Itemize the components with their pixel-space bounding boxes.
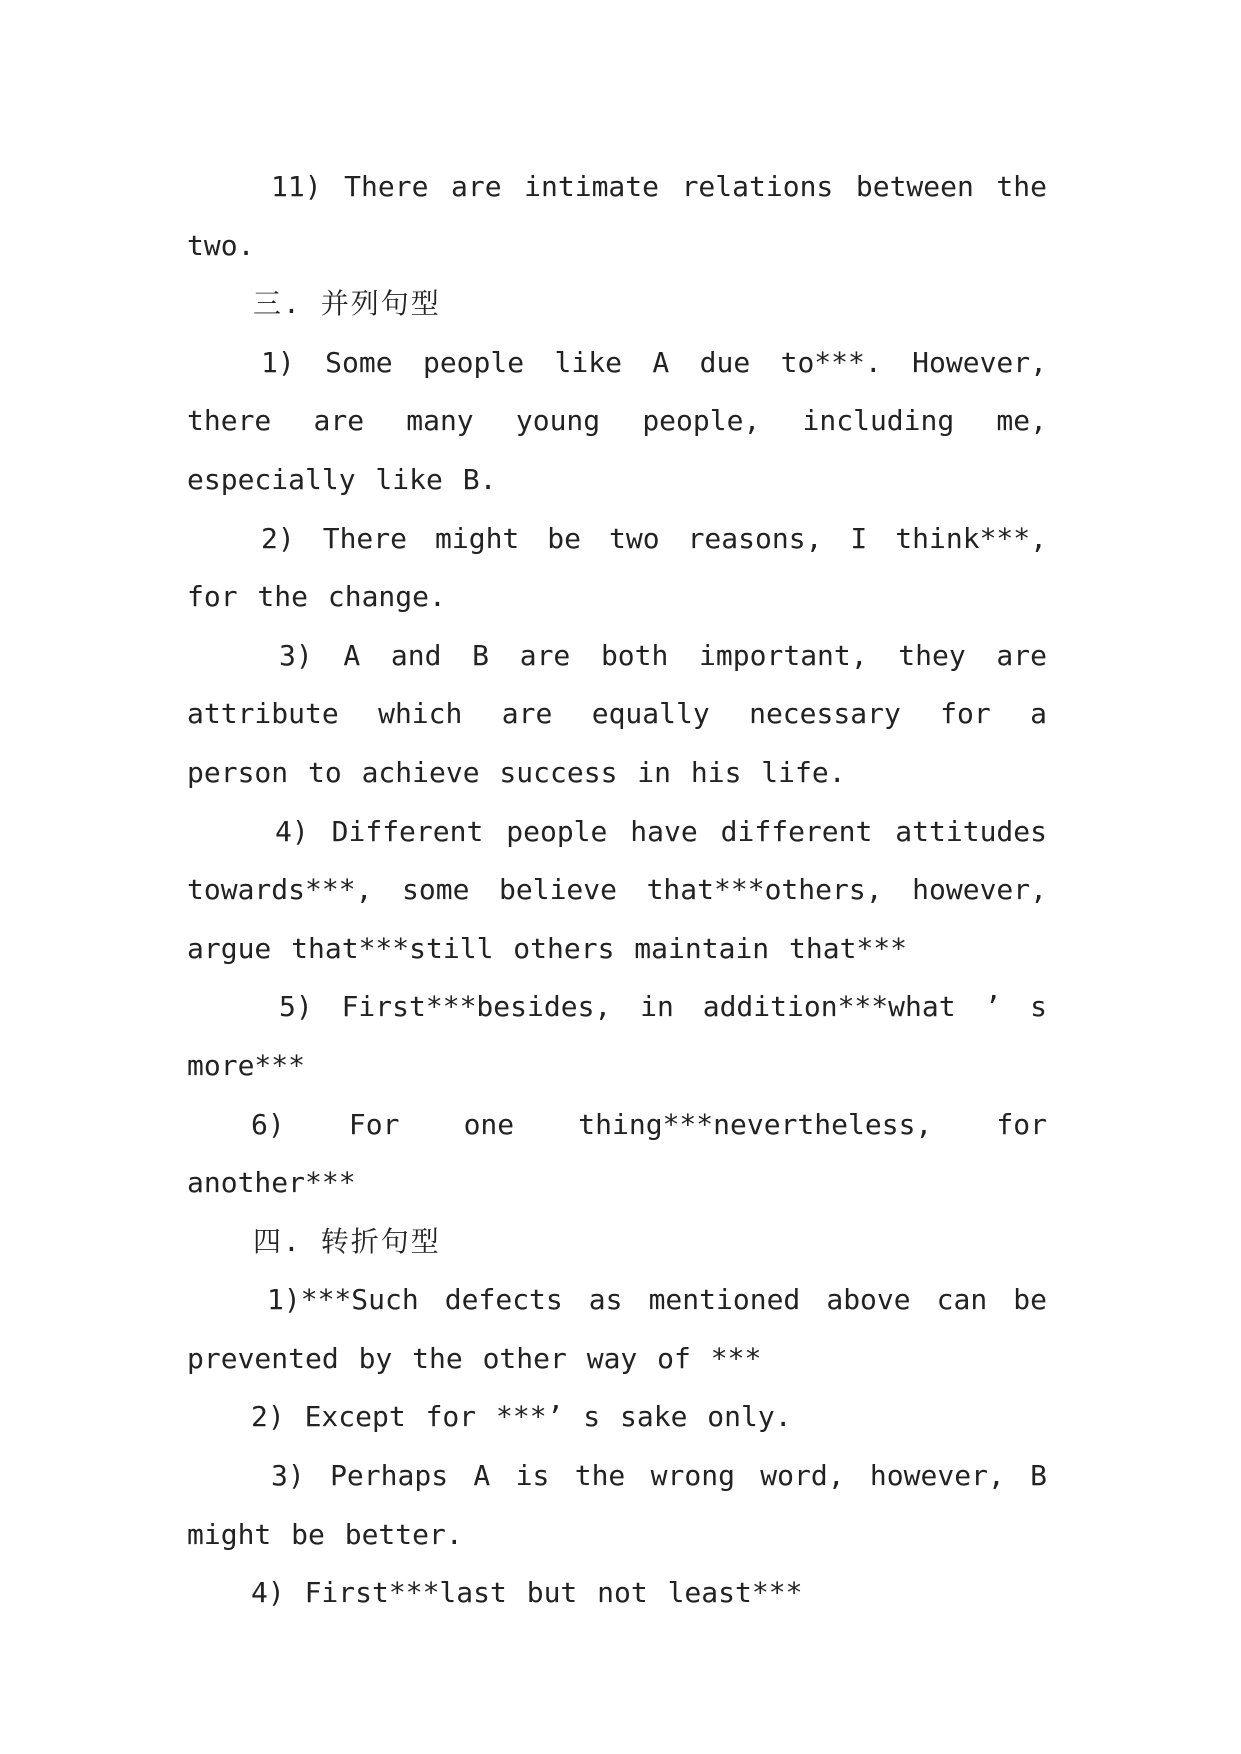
- paragraph-item-4: 4) Different people have different attitudes towards***, some believe that***others, however, argue that***still others maintain that***: [187, 814, 1047, 965]
- paragraph-item-5: 5) First***besides, in addition***what ’ s more***: [187, 990, 1047, 1082]
- section-heading-parallel-sentences: 三. 并列句型: [253, 287, 441, 321]
- paragraph-item-2: 2) There might be two reasons, I think***, for the change.: [187, 521, 1047, 614]
- document-body: [187, 158, 1047, 1623]
- section-heading-contrast-sentences: 四. 转折句型: [253, 1224, 441, 1258]
- paragraph-item-contrast-1: 1)***Such defects as mentioned above can be prevented by the other way of ***: [187, 1283, 1047, 1375]
- paragraph-item-6: 6) For one thing***nevertheless, for another***: [187, 1107, 1047, 1200]
- paragraph-item-contrast-2: 2) Except for ***’ s sake only.: [251, 1400, 792, 1434]
- paragraph-item-contrast-4: 4) First***last but not least***: [251, 1576, 803, 1610]
- paragraph-item-11: 11) There are intimate relations between the two.: [187, 170, 1047, 262]
- paragraph-item-3: 3) A and B are both important, they are attribute which are equally necessary for a person to achieve success in his life.: [187, 638, 1047, 789]
- paragraph-item-1: 1) Some people like A due to***. However, there are many young people, including me, especially like B.: [187, 345, 1047, 496]
- paragraph-item-contrast-3: 3) Perhaps A is the wrong word, however, B might be better.: [187, 1459, 1047, 1551]
